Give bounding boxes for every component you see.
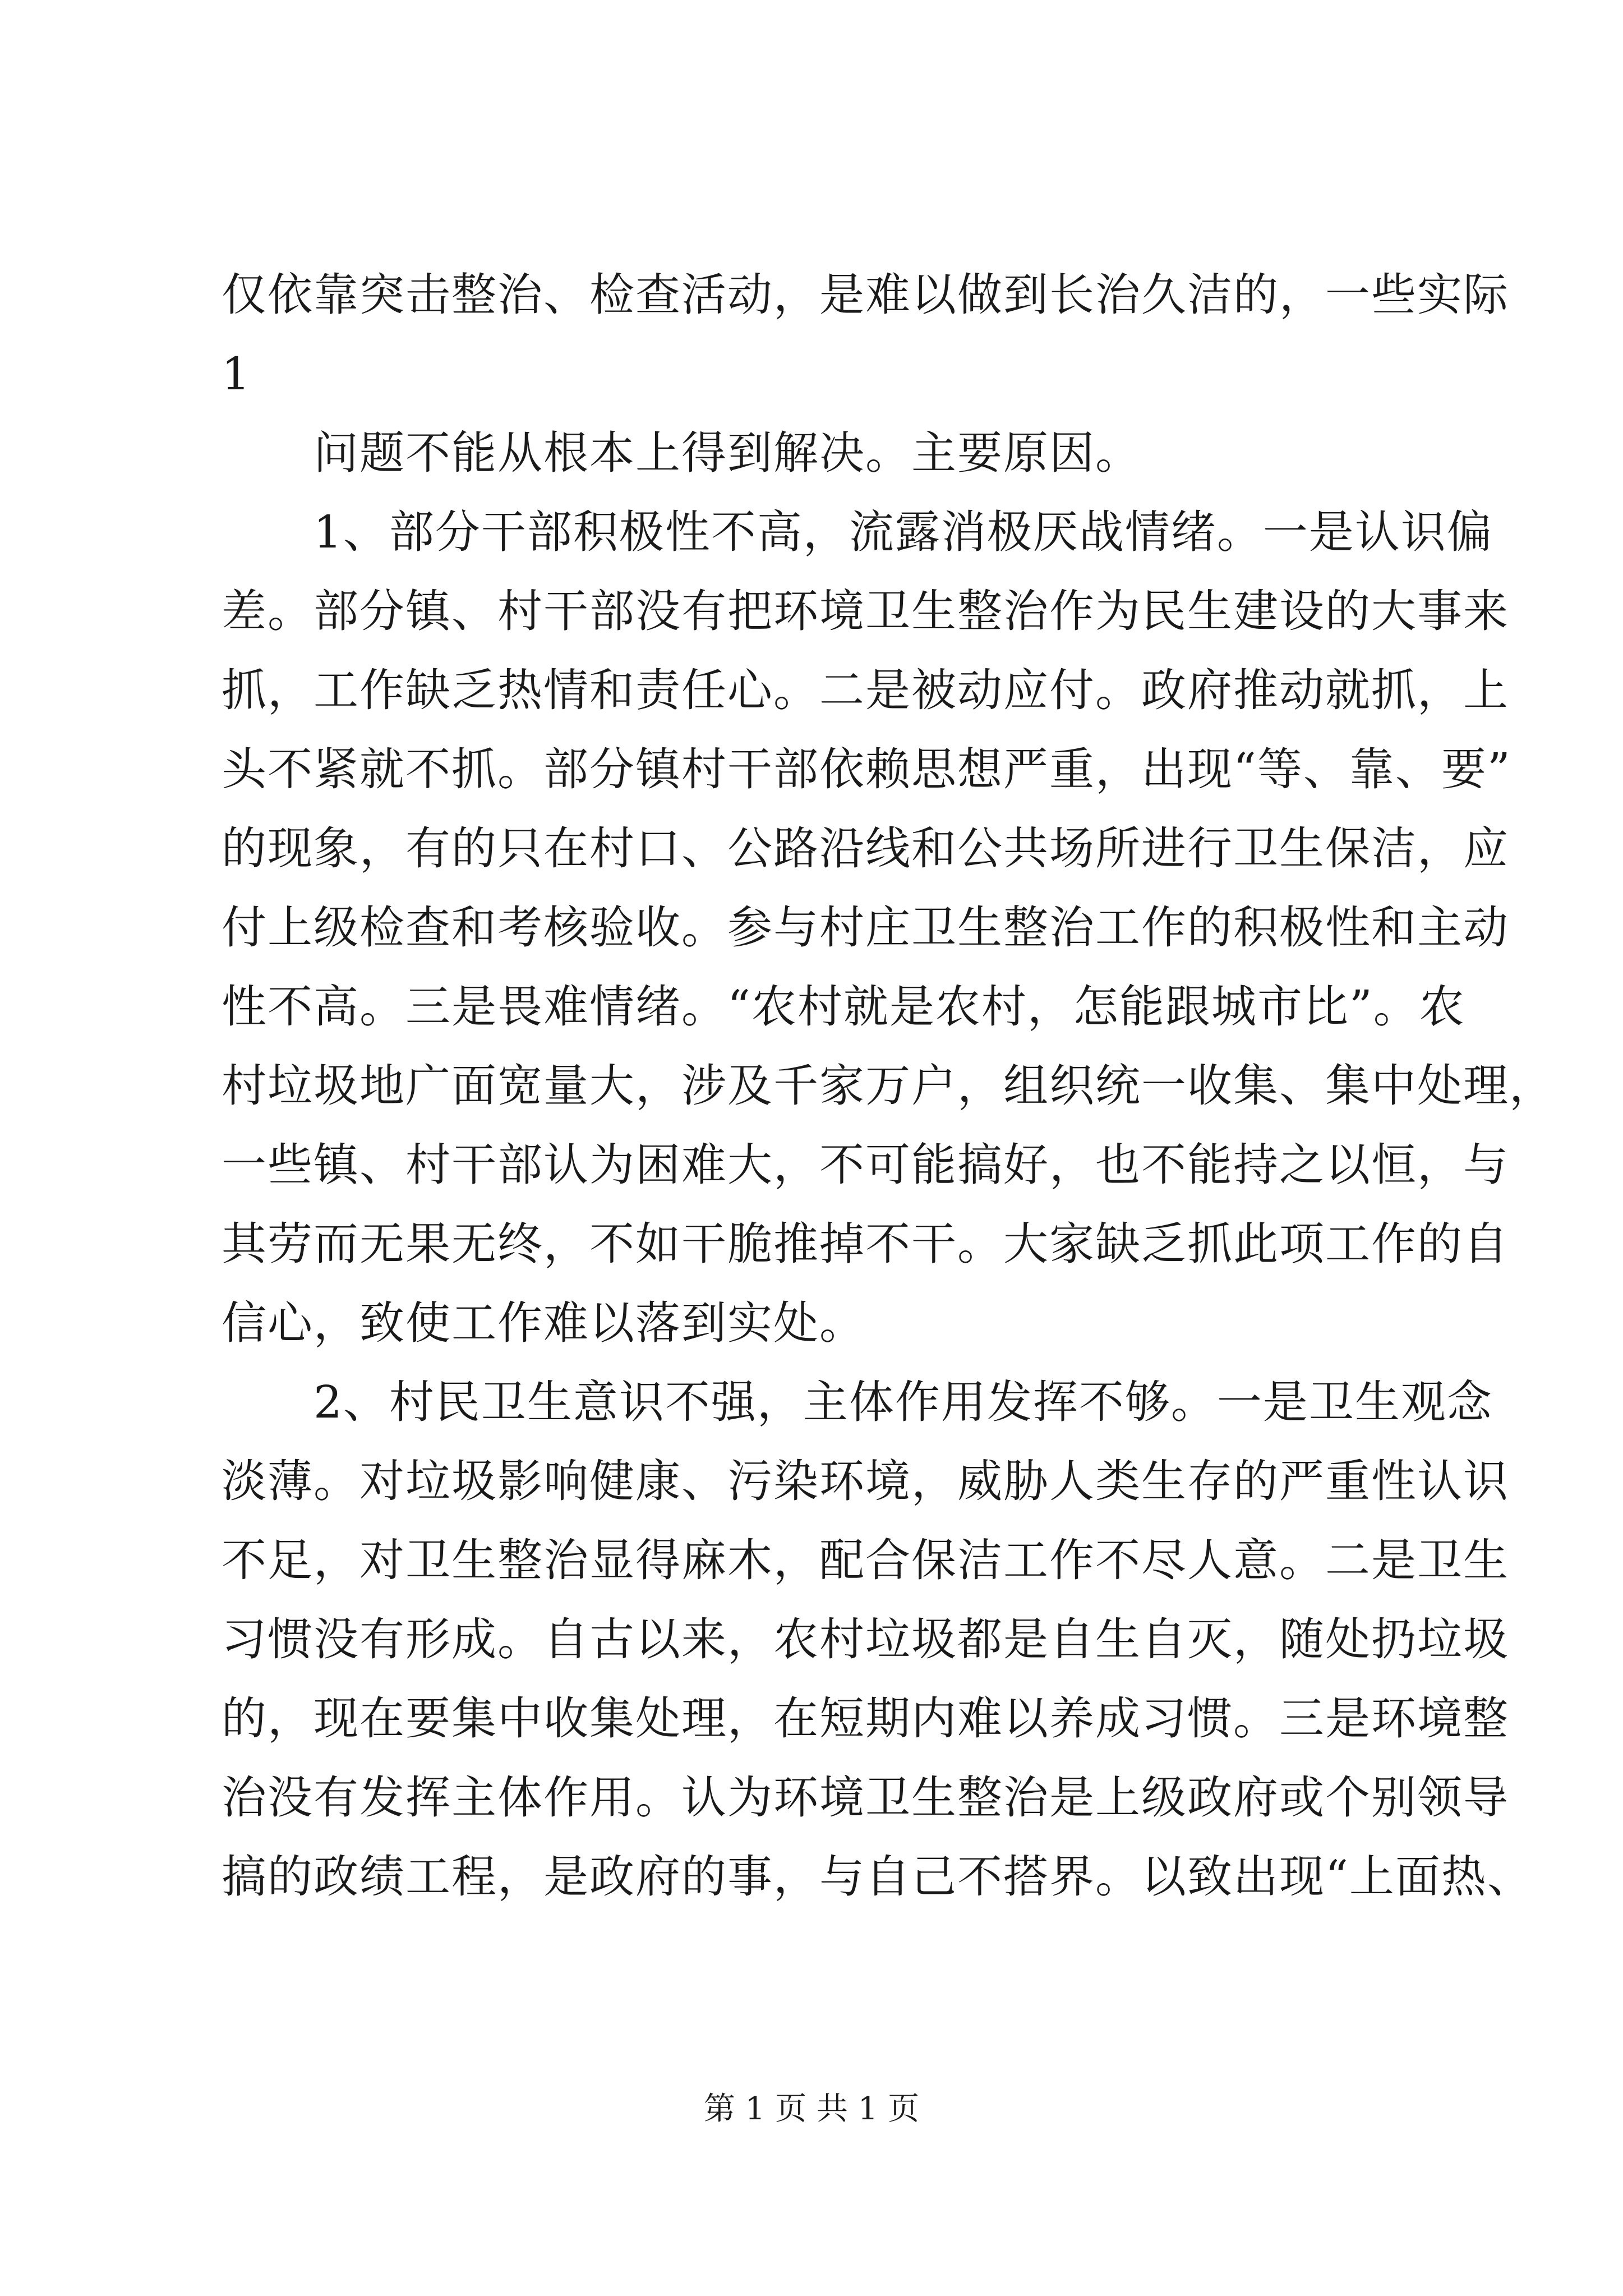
page-footer: 第 1 页 共 1 页 bbox=[703, 2091, 920, 2127]
text-line: 淡薄。对垃圾影响健康、污染环境，威胁人类生存的严重性认识 bbox=[222, 1455, 1509, 1507]
text-line: 差。部分镇、村干部没有把环境卫生整治作为民生建设的大事来 bbox=[222, 585, 1509, 637]
text-line: 搞的政绩工程，是政府的事，与自己不搭界。以致出现“上面热、 bbox=[222, 1851, 1533, 1903]
page-number-fragment: 1 bbox=[222, 348, 251, 400]
text-line: 村垃圾地广面宽量大，涉及千家万户，组织统一收集、集中处理， bbox=[222, 1060, 1555, 1112]
text-line: 的现象，有的只在村口、公路沿线和公共场所进行卫生保洁，应 bbox=[222, 822, 1509, 875]
text-line: 一些镇、村干部认为困难大，不可能搞好，也不能持之以恒，与 bbox=[222, 1139, 1509, 1191]
paragraph-1-start: 1、部分干部积极性不高，流露消极厌战情绪。一是认识偏 bbox=[222, 506, 1493, 558]
text-line: 其劳而无果无终，不如干脆推掉不干。大家缺乏抓此项工作的自 bbox=[222, 1218, 1509, 1270]
paragraph-2-start: 2、村民卫生意识不强，主体作用发挥不够。一是卫生观念 bbox=[222, 1376, 1493, 1428]
text-line: 不足，对卫生整治显得麻木，配合保洁工作不尽人意。二是卫生 bbox=[222, 1534, 1509, 1586]
text-line: 头不紧就不抓。部分镇村干部依赖思想严重，出现“等、靠、要” bbox=[222, 743, 1511, 795]
document-body bbox=[222, 255, 1555, 1916]
text-line: 治没有发挥主体作用。认为环境卫生整治是上级政府或个别领导 bbox=[222, 1772, 1509, 1824]
text-line: 问题不能从根本上得到解决。主要原因。 bbox=[222, 427, 1141, 479]
text-line: 信心，致使工作难以落到实处。 bbox=[222, 1297, 865, 1349]
text-line: 性不高。三是畏难情绪。“农村就是农村，怎能跟城市比”。农 bbox=[222, 981, 1465, 1033]
text-line: 仅依靠突击整治、检查活动，是难以做到长治久洁的，一些实际 bbox=[222, 269, 1509, 321]
text-line: 付上级检查和考核验收。参与村庄卫生整治工作的积极性和主动 bbox=[222, 901, 1509, 954]
text-line: 抓，工作缺乏热情和责任心。二是被动应付。政府推动就抓，上 bbox=[222, 664, 1509, 716]
text-line: 习惯没有形成。自古以来，农村垃圾都是自生自灭，随处扔垃圾 bbox=[222, 1613, 1509, 1665]
text-line: 的，现在要集中收集处理，在短期内难以养成习惯。三是环境整 bbox=[222, 1692, 1509, 1745]
